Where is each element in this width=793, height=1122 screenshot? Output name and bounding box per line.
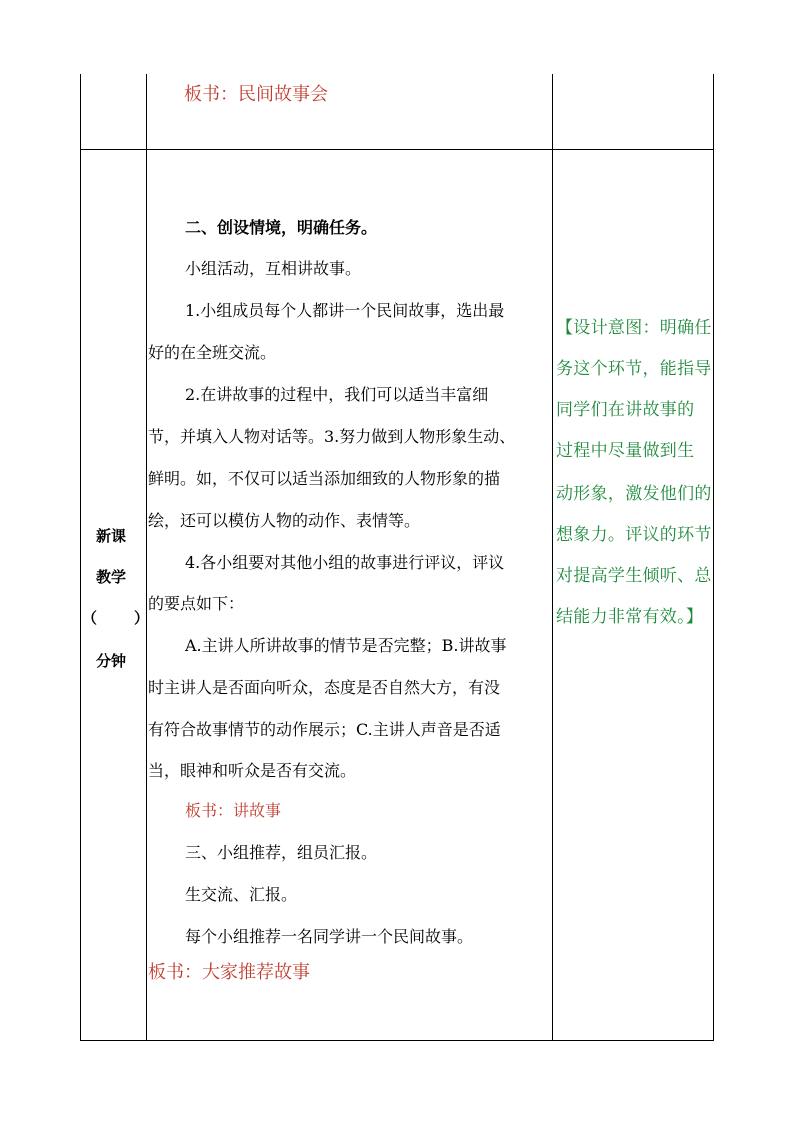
board-note-top: 板书：民间故事会 <box>184 84 328 105</box>
design-intent-line5: 动形象，激发他们的 <box>556 484 712 504</box>
design-intent-line7: 对提高学生倾听、总 <box>556 566 712 586</box>
design-intent-line8: 结能力非常有效。】 <box>556 607 704 627</box>
section3-heading: 三、小组推荐，组员汇报。 <box>185 843 378 862</box>
item1-line-b: 好的在全班交流。 <box>148 343 277 362</box>
points-line-a: A.主讲人所讲故事的情节是否完整；B.讲故事 <box>185 636 507 655</box>
report-line: 生交流、汇报。 <box>185 885 298 904</box>
table-col-divider-1 <box>146 74 147 1040</box>
design-intent-line1: 【设计意图：明确任 <box>556 318 712 338</box>
item4-line-a: 4.各小组要对其他小组的故事进行评议，评议 <box>185 553 505 572</box>
item2-line-c: 鲜明。如，不仅可以适当添加细致的人物形象的描 <box>148 469 501 488</box>
left-paren-close: ） <box>134 609 150 627</box>
points-line-b: 时主讲人是否面向听众，态度是否自然大方，有没 <box>148 678 501 697</box>
recommend-line: 每个小组推荐一名同学讲一个民间故事。 <box>185 927 474 946</box>
design-intent-line3: 同学们在讲故事的 <box>556 400 695 420</box>
activity-line: 小组活动，互相讲故事。 <box>185 259 362 278</box>
item2-line-d: 绘，还可以模仿人物的动作、表情等。 <box>148 511 421 530</box>
table-col-divider-2 <box>552 74 553 1040</box>
table-row-divider <box>80 149 714 150</box>
left-label-line2: 教学 <box>96 568 127 586</box>
item4-line-b: 的要点如下： <box>148 594 245 613</box>
section-heading: 二、创设情境，明确任务。 <box>185 218 378 237</box>
points-line-c: 有符合故事情节的动作展示；C.主讲人声音是否适 <box>148 720 501 739</box>
design-intent-line4: 过程中尽量做到生 <box>556 441 695 461</box>
item1-line-a: 1.小组成员每个人都讲一个民间故事，选出最 <box>185 301 505 320</box>
item2-line-b: 节，并填入人物对话等。3.努力做到人物形象生动、 <box>148 427 516 446</box>
design-intent-line2: 务这个环节，能指导 <box>556 359 712 379</box>
points-line-d: 当，眼神和听众是否有交流。 <box>148 761 357 780</box>
item2-line-a: 2.在讲故事的过程中，我们可以适当丰富细 <box>185 385 489 404</box>
table-left-border <box>80 74 81 1040</box>
left-label-line1: 新课 <box>96 527 127 545</box>
table-bottom-border <box>80 1040 714 1041</box>
design-intent-line6: 想象力。评议的环节 <box>556 525 712 545</box>
left-paren-open: （ <box>82 609 98 627</box>
table-right-border <box>713 74 714 1040</box>
board-note-story: 板书：讲故事 <box>185 801 282 820</box>
board-note-recommend: 板书：大家推荐故事 <box>148 962 310 983</box>
left-label-line4: 分钟 <box>96 652 127 670</box>
